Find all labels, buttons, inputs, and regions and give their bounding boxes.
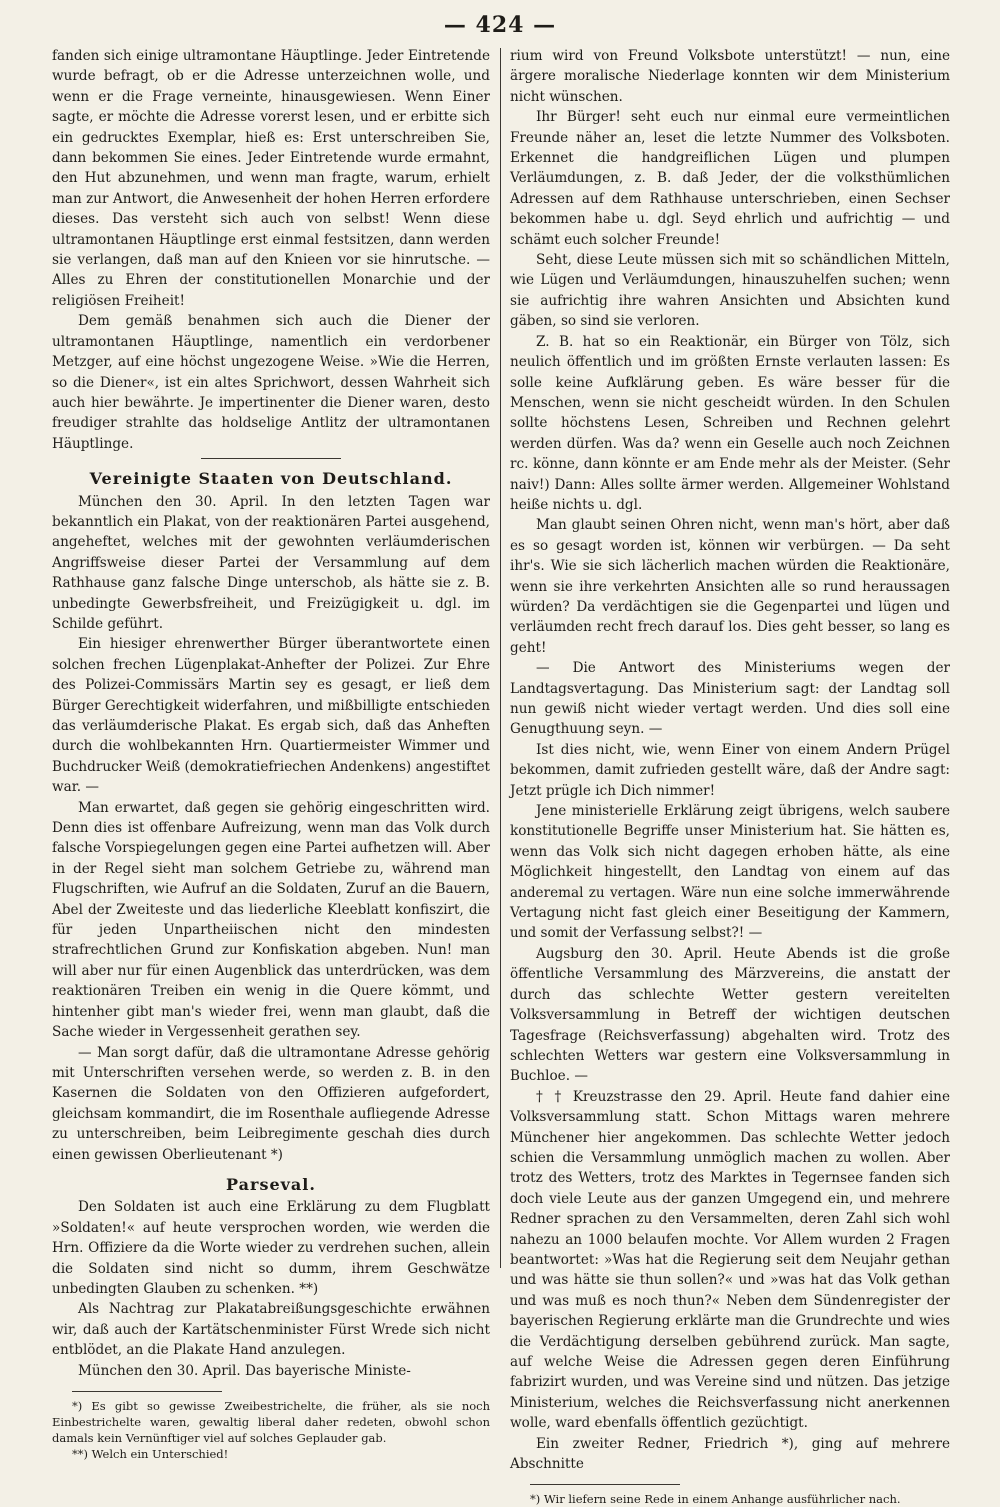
right-paragraph-3: Seht, diese Leute müssen sich mit so schändlichen Mitteln, wie Lügen und Verläumdungen, hinauszuhelfen suchen; wenn sie aufrichtig ihre wahren Ansichten und Absichten kund gäben, so sind sie verloren. — [510, 252, 950, 330]
footnote-rule-right — [530, 1484, 680, 1485]
right-paragraph-4: Z. B. hat so ein Reaktionär, ein Bürger von Tölz, sich neulich öffentlich und im größten Ernste verlauten lassen: Es solle keine Aufklärung geben. Es wäre besser für die Menschen, wenn sie nicht gescheidt würden. In den Schulen sollte höchstens Lesen, Schreiben und Rechnen gelehrt werden dürfen. Was da? wenn ein Geselle auch noch Zeichnen rc. könne, dann könnte er am Ende mehr als der Meister. (Sehr naiv!) Dann: Alles sollte ärmer werden. Allgemeiner Wohlstand heiße nichts u. dgl. — [510, 333, 950, 513]
left-paragraph-6: — Man sorgt dafür, daß die ultramontane Adresse gehörig mit Unterschriften versehen werde, so werden z. B. in den Kasernen die Soldaten von den Offizieren aufgefordert, gleichsam kommandirt, die im Rosenthale aufliegende Adresse zu unterschreiben, beim Leibregimente geschah dies durch einen gewissen Oberlieutenant *) — [52, 1044, 490, 1163]
right-paragraph-6: — Die Antwort des Ministeriums wegen der Landtagsvertagung. Das Ministerium sagt: der Landtag soll nun gewiß nicht wieder vertagt werden. Und dies soll eine Genugthuung seyn. — — [510, 660, 950, 738]
left-paragraph-2: Dem gemäß benahmen sich auch die Diener der ultramontanen Häuptlinge, namentlich ein verdorbener Metzger, auf eine höchst ungezogene Weise. »Wie die Herren, so die Diener«, ist ein altes Sprichwort, dessen Wahrheit sich auch hier bewährte. Je impertinenter die Diener waren, desto freudiger strahlte das holdselige Antlitz der ultramontanen Häuptlinge. — [52, 313, 490, 452]
left-paragraph-3: München den 30. April. In den letzten Tagen war bekanntlich ein Plakat, von der reaktionären Partei ausgehend, angeheftet, welches mit der gewohnten verläumderischen Angriffsweise dieser Partei der Versammlung auf dem Rathhause ganz falsche Dinge unterschob, als hätte sie z. B. unbedingte Gewerbsfreiheit, und Freizügigkeit u. dgl. im Schilde geführt. — [52, 493, 490, 632]
right-paragraph-9: Augsburg den 30. April. Heute Abends ist die große öffentliche Versammlung des Märzvereins, die anstatt der durch das schlechte Wetter gestern vereitelten Volksversammlung in Betreff der wichtigen deutschen Tagesfrage (Reichsverfassung) abgehalten wird. Trotz des schlechten Wetters war gestern eine Volksversammlung in Buchloe. — — [510, 945, 950, 1085]
right-paragraph-5: Man glaubt seinen Ohren nicht, wenn man's hört, aber daß es so gesagt worden ist, können wir verbürgen. — Da seht ihr's. Wie sie sich lächerlich machen würden die Reaktionäre, wenn sie ihre verkehrten Ansichten alle so rund heraussagen würden? Da verdächtigen sie die Gegenpartei und lügen und verläumden recht frech darauf los. Dies geht besser, so lang es geht! — [510, 517, 950, 656]
left-paragraph-4: Ein hiesiger ehrenwerther Bürger überantwortete einen solchen frechen Lügenplakat-Anhefter der Polizei. Zur Ehre des Polizei-Commissärs Martin sey es gesagt, er ließ dem Bürger Gerechtigkeit widerfahren, und mißbilligte entschieden das verläumderische Plakat. Es ergab sich, daß das Anheften durch die wohlbekannten Hrn. Quartiermeister Wimmer und Buchdrucker Weiß (demokratiefriechen Andenkens) angestiftet war. — — [52, 636, 490, 796]
right-column — [510, 46, 950, 1507]
right-paragraph-1: rium wird von Freund Volksbote unterstützt! — nun, eine ärgere moralische Niederlage konnten wir dem Ministerium nicht wünschen. — [510, 48, 950, 105]
right-paragraph-10: † † Kreuzstrasse den 29. April. Heute fand dahier eine Volksversammlung statt. Schon Mittags waren mehrere Münchener hier angekommen. Das schlechte Wetter jedoch schien die Versammlung unmöglich machen zu wollen. Aber trotz des Wetters, trotz des Marktes in Tegernsee fanden sich doch viele Leute aus der ganzen Umgegend ein, und mehrere Redner sprachen zu den Versammelten, deren Zahl sich wohl nahezu an 1000 belaufen mochte. Vor Allem wurden 2 Fragen beantwortet: »Was hat die Regierung seit dem Neujahr gethan und was hätte sie thun sollen?« und »was hat das Volk gethan und was muß es noch thun?« Neben dem Sündenregister der bayerischen Regierung erklärte man die Grundrechte und wies die Verdächtigung derselben gebührend zurück. Man sagte, auf welche Weise die Adressen gegen deren Einführung fabrizirt wurden, und was Vereine sind und nützen. Das jetzige Ministerium, welches die Reichsverfassung nicht anerkennen wolle, ward ebenfalls öffentlich gezüchtigt. — [510, 1088, 950, 1432]
left-paragraph-8: Als Nachtrag zur Plakatabreißungsgeschichte erwähnen wir, daß auch der Kartätschenminister Fürst Wrede sich nicht entblödet, an die Plakate Hand anzulegen. — [52, 1301, 490, 1359]
footnote-rule-left — [72, 1391, 222, 1392]
left-paragraph-5: Man erwartet, daß gegen sie gehörig eingeschritten wird. Denn dies ist offenbare Aufreizung, wenn man das Volk durch falsche Vorspiegelungen gegen eine Partei aufhetzen will. Aber in der Regel sieht man solchem Getriebe zu, während man Flugschriften, wie Aufruf an die Soldaten, Zuruf an die Bauern, Abel der Zweiteste und das liederliche Kleeblatt konfiszirt, die für jeden Unpartheiischen nicht den mindesten strafrechtlichen Grund zur Konfiskation abgeben. Nun! man will aber nur für einen Augenblick das unterdrücken, was dem reaktionären Treiben ein wenig in die Quere kömmt, und hintenher gibt man's wieder frei, wenn man glaubt, daß die Sache wieder in Vergessenheit gerathen sey. — [52, 799, 490, 1041]
right-footnote-1: *) Wir liefern seine Rede in einem Anhange ausführlicher nach. — [530, 1492, 901, 1507]
page-number: — 424 — — [443, 12, 557, 38]
left-column — [52, 46, 490, 1462]
right-paragraph-8: Jene ministerielle Erklärung zeigt übrigens, welch saubere konstitutionelle Begriffe unser Ministerium hat. Sie hätten es, wenn das Volk sich nicht dagegen erhoben hätte, als eine Möglichkeit hingestellt, den Landtag von einem auf das anderemal zu vertagen. Wäre nun eine solche immerwährende Vertagung nicht fast gleich einer Beseitigung der Kammern, und somit der Verfassung selbst?! — — [510, 803, 950, 942]
right-paragraph-7: Ist dies nicht, wie, wenn Einer von einem Andern Prügel bekommen, damit zufrieden gestellt wäre, daß der Andre sagt: Jetzt prügle ich Dich nimmer! — [510, 741, 950, 799]
left-footnote-2: **) Welch ein Unterschied! — [72, 1447, 229, 1461]
right-paragraph-11: Ein zweiter Redner, Friedrich *), ging auf mehrere Abschnitte — [510, 1435, 950, 1473]
right-paragraph-2: Ihr Bürger! seht euch nur einmal eure vermeintlichen Freunde näher an, leset die letzte Nummer des Volksboten. Erkennet die handgreiflichen Lügen und plumpen Verläumdungen, z. B. daß Jeder, der die volksthümlichen Adressen auf dem Rathhause unterschrieben, einen Sechser bekommen habe u. dgl. Seyd ehrlich und aufrichtig — und schämt euch solcher Freunde! — [510, 109, 950, 248]
left-footnote-1: *) Es gibt so gewisse Zweibestrichelte, die früher, als sie noch Einbestrichelte waren, gewaltig liberal daher redeten, obwohl schon damals kein Vernünftiger viel auf solches Geplauder gab. — [52, 1399, 490, 1445]
left-paragraph-1: fanden sich einige ultramontane Häuptlinge. Jeder Eintretende wurde befragt, ob er die Adresse unterzeichnen wolle, und wenn er die Frage verneinte, hinausgewiesen. Wenn Einer sagte, er möchte die Adresse vorerst lesen, und er erbitte sich ein gedrucktes Exemplar, hieß es: Erst unterschreiben Sie, dann bekommen Sie eines. Jeder Eintretende wurde ermahnt, den Hut abzunehmen, und wenn man fragte, warum, erhielt man zur Antwort, die Anwesenheit der hohen Herren erfordere dieses. Das versteht sich auch von selbst! Wenn diese ultramontanen Häuptlinge erst einmal festsitzen, dann werden sie verlangen, daß man auf den Knieen vor sie hinrutsche. — Alles zu Ehren der constitutionellen Monarchie und der religiösen Freiheit! — [52, 48, 490, 309]
left-paragraph-9: München den 30. April. Das bayerische Ministe- — [78, 1362, 411, 1379]
column-divider — [500, 48, 501, 1268]
section-heading: Vereinigte Staaten von Deutschland. — [89, 469, 453, 489]
section-rule — [201, 458, 341, 459]
left-paragraph-7: Den Soldaten ist auch eine Erklärung zu dem Flugblatt »Soldaten!« auf heute versprochen worden, wie werden die Hrn. Offiziere da die Worte wieder zu verdrehen suchen, allein die Soldaten sind nicht so dumm, ihrem Geschwätze unbedingten Glauben zu schenken. **) — [52, 1199, 490, 1297]
centered-name: Parseval. — [226, 1174, 316, 1194]
